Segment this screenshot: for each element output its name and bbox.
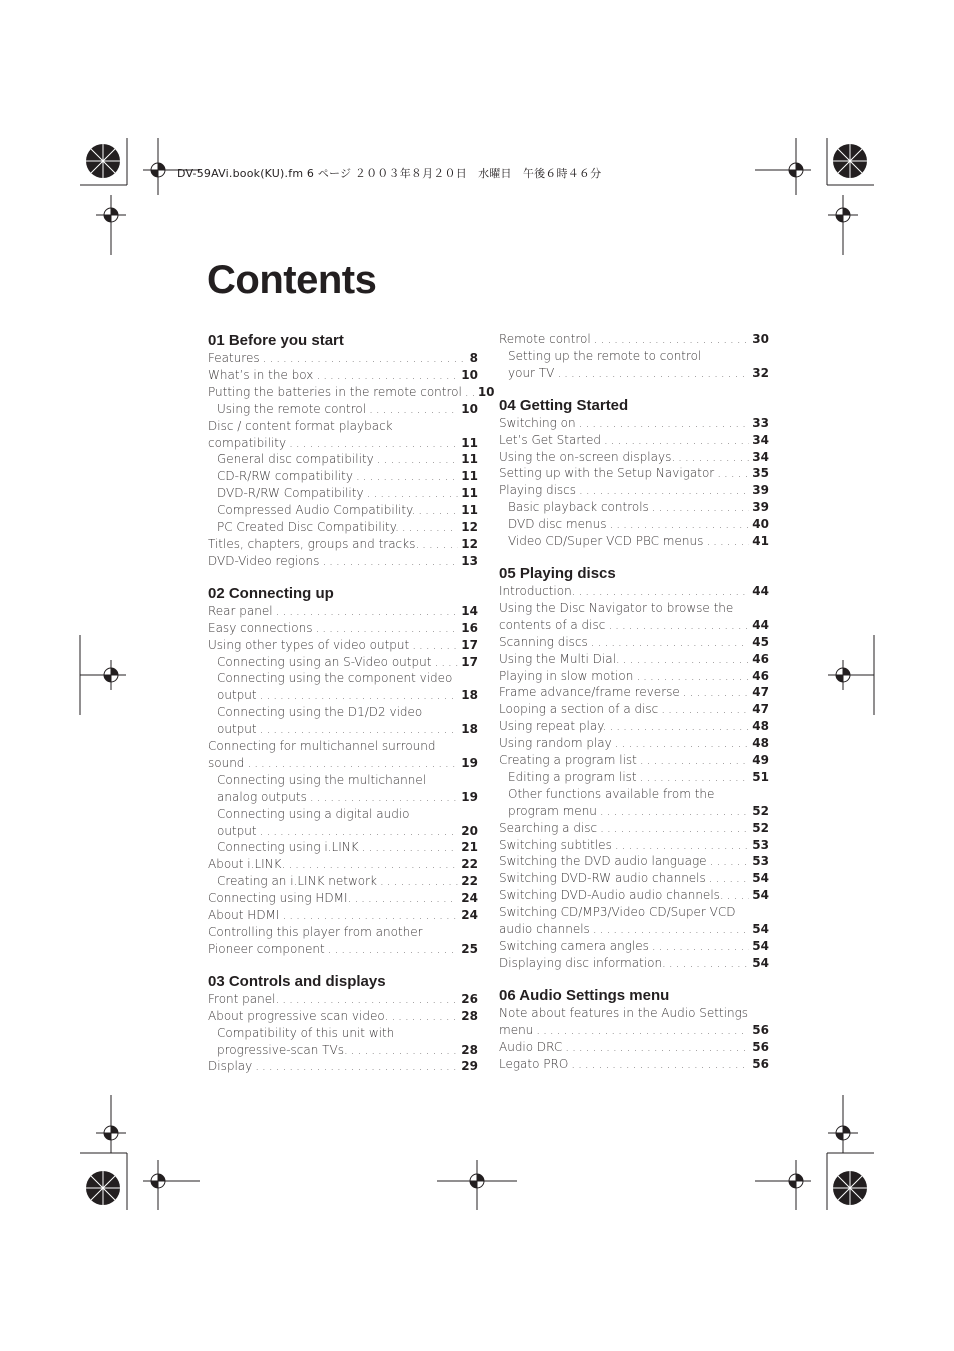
toc-entry-page-number: 56 [752, 1022, 769, 1037]
toc-entry-page-number: 32 [752, 365, 769, 380]
toc-entry-label-line: Switching CD/MP3/Video CD/Super VCD [499, 905, 736, 920]
toc-entry-label: Looping a section of a disc [499, 702, 659, 717]
toc-section-heading: 03 Controls and displays [208, 972, 386, 990]
toc-entry-page-number: 24 [461, 891, 478, 906]
toc-entry-label: What’s in the box [208, 367, 314, 382]
toc-entry-page-number: 11 [461, 486, 478, 501]
toc-entry[interactable] [499, 870, 769, 887]
toc-entry-label: Switching the DVD audio language [499, 854, 707, 869]
toc-entry-label: Switching DVD-RW audio channels [499, 871, 706, 886]
toc-section-06-audio-settings-menu [499, 986, 769, 1073]
toc-entry[interactable] [499, 786, 769, 820]
toc-entry-label: Rear panel [208, 603, 273, 618]
toc-entry-page-number: 10 [461, 367, 478, 382]
toc-section-heading: 06 Audio Settings menu [499, 986, 670, 1004]
toc-entry[interactable] [208, 401, 478, 418]
dot-leader [260, 823, 459, 840]
toc-entry-label: Connecting using HDMI. [208, 891, 352, 906]
toc-entry-label-line: Note about features in the Audio Settings [499, 1005, 749, 1020]
dot-leader [640, 752, 749, 769]
dot-leader [402, 519, 458, 536]
toc-entry-page-number: 21 [461, 840, 478, 855]
dot-leader [669, 955, 749, 972]
dot-leader [727, 887, 750, 904]
print-file-info: DV-59AVi.book(KU).fm 6 ページ ２００３年８月２０日 水曜日 午後６時４６分 [177, 167, 602, 180]
dot-leader [615, 735, 750, 752]
toc-entry-label: Using the on-screen displays. [499, 449, 676, 464]
toc-entry-label: Pioneer component [208, 941, 325, 956]
dot-leader [282, 907, 458, 924]
toc-entry-page-number: 24 [461, 908, 478, 923]
dot-leader [380, 873, 458, 890]
dot-leader [717, 465, 749, 482]
toc-entry-label: Using other types of video output [208, 637, 410, 652]
toc-entry-label: DVD disc menus [508, 517, 607, 532]
toc-entry-label-line: Connecting using the D1/D2 video [217, 705, 423, 720]
dot-leader [260, 721, 459, 738]
toc-entry-page-number: 22 [461, 857, 478, 872]
toc-entry-label: Switching DVD-Audio audio channels. [499, 888, 724, 903]
toc-entry[interactable] [208, 620, 478, 637]
dot-leader [594, 331, 750, 348]
toc-entry-label: Legato PRO [499, 1056, 569, 1071]
toc-entry-label-line: Other functions available from the [508, 786, 715, 801]
dot-leader [652, 938, 749, 955]
toc-section-heading: 05 Playing discs [499, 564, 616, 582]
toc-entry[interactable] [499, 752, 769, 769]
toc-entry[interactable] [208, 839, 478, 856]
toc-entry-label: Remote control [499, 332, 591, 346]
toc-entry-page-number: 45 [752, 634, 769, 649]
toc-entry-page-number: 46 [752, 668, 769, 683]
toc-entry-label: Creating a program list [499, 753, 637, 768]
dot-leader [391, 1008, 458, 1025]
toc-entry[interactable] [499, 331, 769, 348]
toc-entry-page-number: 10 [461, 401, 478, 416]
toc-entry[interactable] [208, 924, 478, 958]
toc-section-heading: 02 Connecting up [208, 584, 334, 602]
dot-leader [465, 384, 475, 401]
toc-entry[interactable] [499, 1039, 769, 1056]
toc-entry-label: Searching a disc [499, 820, 598, 835]
toc-entry-label: Features [208, 351, 260, 365]
toc-entry-page-number: 22 [461, 874, 478, 889]
toc-entry[interactable] [208, 485, 478, 502]
toc-entry-label: Easy connections [208, 620, 313, 635]
toc-entry[interactable] [499, 820, 769, 837]
toc-section-04-getting-started [499, 396, 769, 550]
dot-leader [604, 432, 749, 449]
toc-entry-page-number: 39 [752, 500, 769, 515]
dot-leader [260, 687, 459, 704]
toc-section-05-playing-discs [499, 564, 769, 972]
toc-entry-page-number: 52 [752, 820, 769, 835]
toc-entry-label: Putting the batteries in the remote control [208, 384, 462, 399]
toc-entry-page-number: 54 [752, 939, 769, 953]
toc-entry[interactable] [499, 668, 769, 685]
toc-entry-label-line: Connecting using the component video [217, 671, 453, 686]
toc-entry-label: About i.LINK. [208, 857, 286, 872]
dot-leader [322, 553, 458, 570]
dot-leader [255, 1058, 458, 1075]
toc-entry-page-number: 25 [461, 941, 478, 956]
dot-leader [369, 401, 458, 418]
dot-leader [315, 620, 458, 637]
dot-leader [356, 468, 458, 485]
toc-entry-page-number: 16 [461, 620, 478, 635]
dot-leader [310, 789, 458, 806]
dot-leader [709, 870, 750, 887]
toc-entry-label: Using repeat play. [499, 719, 607, 734]
toc-entry-label: Display [208, 1059, 253, 1074]
toc-entry-label: Compressed Audio Compatibility. [217, 503, 416, 518]
toc-entry-label-line: Connecting using the multichannel [217, 772, 427, 787]
toc-entry-label: analog outputs [217, 789, 307, 804]
toc-entry-label: Video CD/Super VCD PBC menus [508, 534, 704, 549]
dot-leader [683, 684, 750, 701]
toc-entry-label: Playing discs [499, 483, 577, 498]
toc-entry-page-number: 18 [461, 688, 478, 703]
toc-entry[interactable] [208, 670, 478, 704]
toc-entry-page-number: 18 [461, 722, 478, 737]
toc-entry[interactable] [499, 955, 769, 972]
dot-leader [288, 856, 458, 873]
toc-entry[interactable] [499, 499, 769, 516]
toc-entry-label: output [217, 688, 257, 703]
dot-leader [710, 853, 750, 870]
toc-entry[interactable] [499, 583, 769, 600]
toc-entry[interactable] [499, 938, 769, 955]
toc-entry-page-number: 49 [752, 753, 769, 768]
toc-column-right [499, 331, 769, 1086]
toc-section-02-connecting-up [208, 584, 478, 958]
dot-leader [367, 485, 459, 502]
toc-entry-label: Switching subtitles [499, 837, 612, 852]
toc-entry-page-number: 33 [752, 415, 769, 430]
toc-entry[interactable] [208, 451, 478, 468]
toc-entry[interactable] [499, 651, 769, 668]
toc-entry-label: output [217, 722, 257, 737]
toc-section-heading: 01 Before you start [208, 332, 344, 349]
toc-entry-page-number: 47 [752, 702, 769, 717]
dot-leader [418, 502, 458, 519]
toc-entry-page-number: 48 [752, 736, 769, 751]
toc-entry[interactable] [208, 350, 478, 367]
toc-entry-page-number: 11 [461, 503, 478, 518]
dot-leader [276, 603, 459, 620]
toc-entry-label: DVD-R/RW Compatibility [217, 486, 364, 501]
toc-entry-label-line: Using the Disc Navigator to browse the [499, 600, 734, 615]
toc-entry-label: Displaying disc information. [499, 955, 666, 970]
toc-entry[interactable] [499, 1056, 769, 1073]
toc-entry-label: Scanning discs [499, 634, 588, 649]
dot-leader [623, 651, 750, 668]
toc-entry-page-number: 35 [752, 466, 769, 481]
toc-entry-label: Connecting using an S-Video output [217, 654, 432, 669]
toc-entry-label-line: Connecting for multichannel surround [208, 739, 436, 754]
toc-entry-label: About progressive scan video. [208, 1008, 389, 1023]
toc-entry-page-number: 54 [752, 871, 769, 886]
toc-entry-page-number: 54 [752, 955, 769, 970]
toc-entry[interactable] [208, 519, 478, 536]
toc-entry-label: Frame advance/frame reverse [499, 685, 680, 700]
dot-leader [640, 769, 750, 786]
toc-entry-page-number: 12 [461, 520, 478, 535]
dot-leader [377, 451, 459, 468]
toc-entry-page-number: 17 [461, 637, 478, 652]
toc-entry-label: progressive-scan TVs. [217, 1042, 348, 1057]
dot-leader [571, 1056, 749, 1073]
toc-entry-label: Editing a program list [508, 769, 637, 784]
toc-entry-label: Let’s Get Started [499, 432, 601, 447]
toc-entry-label: Introduction. [499, 583, 576, 598]
toc-entry-page-number: 34 [752, 432, 769, 447]
toc-entry[interactable] [208, 738, 478, 772]
toc-entry-label-line: Setting up the remote to control [508, 348, 702, 363]
toc-entry[interactable] [208, 806, 478, 840]
toc-entry-label: program menu [508, 803, 597, 818]
dot-leader [412, 637, 458, 654]
toc-entry[interactable] [499, 769, 769, 786]
toc-entry[interactable] [208, 502, 478, 519]
dot-leader [652, 499, 750, 516]
toc-entry-page-number: 30 [752, 332, 769, 346]
dot-leader [282, 991, 458, 1008]
toc-entry-page-number: 28 [461, 1042, 478, 1057]
toc-entry-label: Switching on [499, 415, 576, 430]
toc-section-continued [499, 331, 769, 382]
toc-entry[interactable] [499, 516, 769, 533]
dot-leader [328, 941, 459, 958]
toc-entry-page-number: 20 [461, 823, 478, 838]
toc-entry-page-number: 44 [752, 583, 769, 598]
toc-entry-label: Using random play [499, 736, 612, 751]
toc-entry-label: audio channels [499, 922, 590, 937]
dot-leader [316, 367, 458, 384]
toc-entry-label: Playing in slow motion [499, 668, 634, 683]
toc-entry[interactable] [208, 873, 478, 890]
toc-entry-label: Switching camera angles [499, 939, 649, 953]
dot-leader [609, 718, 749, 735]
dot-leader [609, 516, 749, 533]
dot-leader [354, 890, 458, 907]
dot-leader [608, 617, 749, 634]
toc-entry-page-number: 17 [461, 654, 478, 669]
dot-leader [536, 1022, 749, 1039]
toc-entry-label: General disc compatibility [217, 452, 374, 467]
toc-entry-page-number: 41 [752, 534, 769, 549]
toc-entry-page-number: 44 [752, 617, 769, 632]
toc-entry[interactable] [499, 415, 769, 432]
toc-entry-label: Setting up with the Setup Navigator [499, 466, 715, 481]
toc-entry[interactable] [208, 1058, 478, 1075]
dot-leader [591, 634, 750, 651]
toc-entry[interactable] [499, 718, 769, 735]
toc-entry[interactable] [499, 904, 769, 938]
dot-leader [615, 837, 749, 854]
toc-entry[interactable] [208, 418, 478, 452]
dot-leader [579, 482, 749, 499]
toc-entry[interactable] [208, 1008, 478, 1025]
toc-entry-page-number: 47 [752, 685, 769, 700]
toc-entry[interactable] [499, 600, 769, 634]
toc-entry-page-number: 10 [477, 384, 495, 399]
toc-entry-label: Audio DRC [499, 1039, 563, 1054]
toc-entry[interactable] [208, 468, 478, 485]
toc-entry-page-number: 40 [752, 517, 769, 532]
toc-entry[interactable] [499, 465, 769, 482]
toc-entry[interactable] [499, 449, 769, 466]
toc-entry[interactable] [499, 735, 769, 752]
toc-entry[interactable] [499, 348, 769, 382]
toc-entry-label: menu [499, 1022, 534, 1037]
dot-leader [578, 583, 749, 600]
dot-leader [579, 415, 750, 432]
toc-entry-label-line: Disc / content format playback [208, 418, 393, 433]
toc-entry-label: Connecting using i.LINK [217, 840, 359, 855]
toc-section-03-controls-and-displays [208, 972, 478, 1076]
toc-section-heading: 04 Getting Started [499, 396, 629, 414]
toc-entry-page-number: 56 [752, 1039, 769, 1054]
toc-entry-label: Using the remote control [217, 401, 367, 416]
toc-entry-page-number: 8 [469, 351, 478, 365]
dot-leader [600, 820, 749, 837]
toc-entry-label-line: Connecting using a digital audio [217, 806, 410, 821]
toc-entry-page-number: 12 [461, 536, 478, 551]
toc-entry[interactable] [499, 684, 769, 701]
toc-entry[interactable] [499, 887, 769, 904]
toc-entry[interactable] [499, 837, 769, 854]
toc-entry-page-number: 28 [461, 1008, 478, 1023]
toc-entry-page-number: 39 [752, 483, 769, 498]
toc-entry[interactable] [208, 367, 478, 384]
toc-entry-label: Creating an i.LINK network [217, 874, 377, 889]
toc-entry[interactable] [499, 432, 769, 449]
toc-entry[interactable] [208, 654, 478, 671]
dot-leader [706, 533, 749, 550]
toc-entry[interactable] [208, 704, 478, 738]
toc-entry-label-line: Compatibility of this unit with [217, 1025, 395, 1040]
toc-entry-page-number: 19 [461, 789, 478, 804]
dot-leader [593, 921, 749, 938]
toc-entry[interactable] [208, 603, 478, 620]
toc-entry[interactable] [208, 772, 478, 806]
toc-entry-label: output [217, 823, 257, 838]
toc-entry-label: sound [208, 755, 245, 770]
toc-entry-page-number: 46 [752, 651, 769, 666]
toc-entry-label: your TV [508, 365, 555, 380]
dot-leader [247, 755, 458, 772]
toc-entry-page-number: 54 [752, 888, 769, 903]
toc-entry-page-number: 53 [752, 837, 769, 852]
toc-entry[interactable] [499, 634, 769, 651]
toc-entry-label: contents of a disc [499, 617, 606, 632]
toc-entry-label-line: Controlling this player from another [208, 925, 423, 939]
toc-entry[interactable] [208, 856, 478, 873]
dot-leader [434, 654, 458, 671]
toc-entry-page-number: 11 [461, 435, 478, 450]
toc-entry-label: Basic playback controls [508, 500, 649, 515]
dot-leader [600, 803, 749, 820]
dot-leader [565, 1039, 749, 1056]
dot-leader [422, 536, 458, 553]
dot-leader [678, 449, 749, 466]
dot-leader [362, 839, 459, 856]
dot-leader [557, 365, 749, 382]
toc-entry-label: CD-R/RW compatibility [217, 469, 353, 484]
dot-leader [351, 1042, 459, 1059]
toc-entry-page-number: 11 [461, 469, 478, 484]
toc-entry-page-number: 51 [752, 769, 769, 784]
toc-entry[interactable] [208, 384, 495, 401]
dot-leader [289, 435, 458, 452]
toc-entry-page-number: 52 [752, 803, 769, 818]
dot-leader [263, 350, 467, 367]
toc-entry[interactable] [208, 637, 478, 654]
toc-entry[interactable] [208, 907, 478, 924]
toc-entry-page-number: 11 [461, 452, 478, 467]
toc-entry-page-number: 48 [752, 719, 769, 734]
toc-entry[interactable] [499, 853, 769, 870]
toc-entry-label: Front panel. [208, 991, 280, 1006]
toc-entry[interactable] [499, 482, 769, 499]
toc-entry-page-number: 13 [461, 553, 478, 568]
toc-entry[interactable] [208, 536, 478, 553]
toc-entry-label: Using the Multi Dial. [499, 651, 620, 666]
toc-entry[interactable] [499, 701, 769, 718]
toc-entry-page-number: 56 [752, 1056, 769, 1071]
toc-entry-label: PC Created Disc Compatibility. [217, 520, 399, 535]
toc-entry[interactable] [208, 890, 478, 907]
toc-entry-label: Titles, chapters, groups and tracks. [208, 536, 420, 551]
toc-entry-label: DVD-Video regions [208, 553, 320, 568]
toc-entry-page-number: 53 [752, 854, 769, 869]
toc-entry-label: compatibility [208, 435, 287, 450]
toc-entry-page-number: 14 [461, 603, 478, 618]
toc-entry[interactable] [208, 991, 478, 1008]
toc-section-01-before-you-start [208, 331, 495, 570]
toc-entry[interactable] [208, 553, 478, 570]
toc-entry[interactable] [499, 533, 769, 550]
toc-entry[interactable] [208, 1025, 478, 1059]
toc-entry[interactable] [499, 1005, 769, 1039]
toc-entry-page-number: 34 [752, 449, 769, 464]
toc-entry-label: About HDMI [208, 908, 280, 923]
toc-entry-page-number: 19 [461, 755, 478, 770]
page-title: Contents [207, 258, 377, 302]
toc-entry-page-number: 29 [461, 1059, 478, 1074]
toc-entry-page-number: 54 [752, 922, 769, 937]
toc-column-left [208, 331, 495, 1089]
toc-entry-page-number: 26 [461, 991, 478, 1006]
dot-leader [636, 668, 749, 685]
dot-leader [661, 701, 749, 718]
